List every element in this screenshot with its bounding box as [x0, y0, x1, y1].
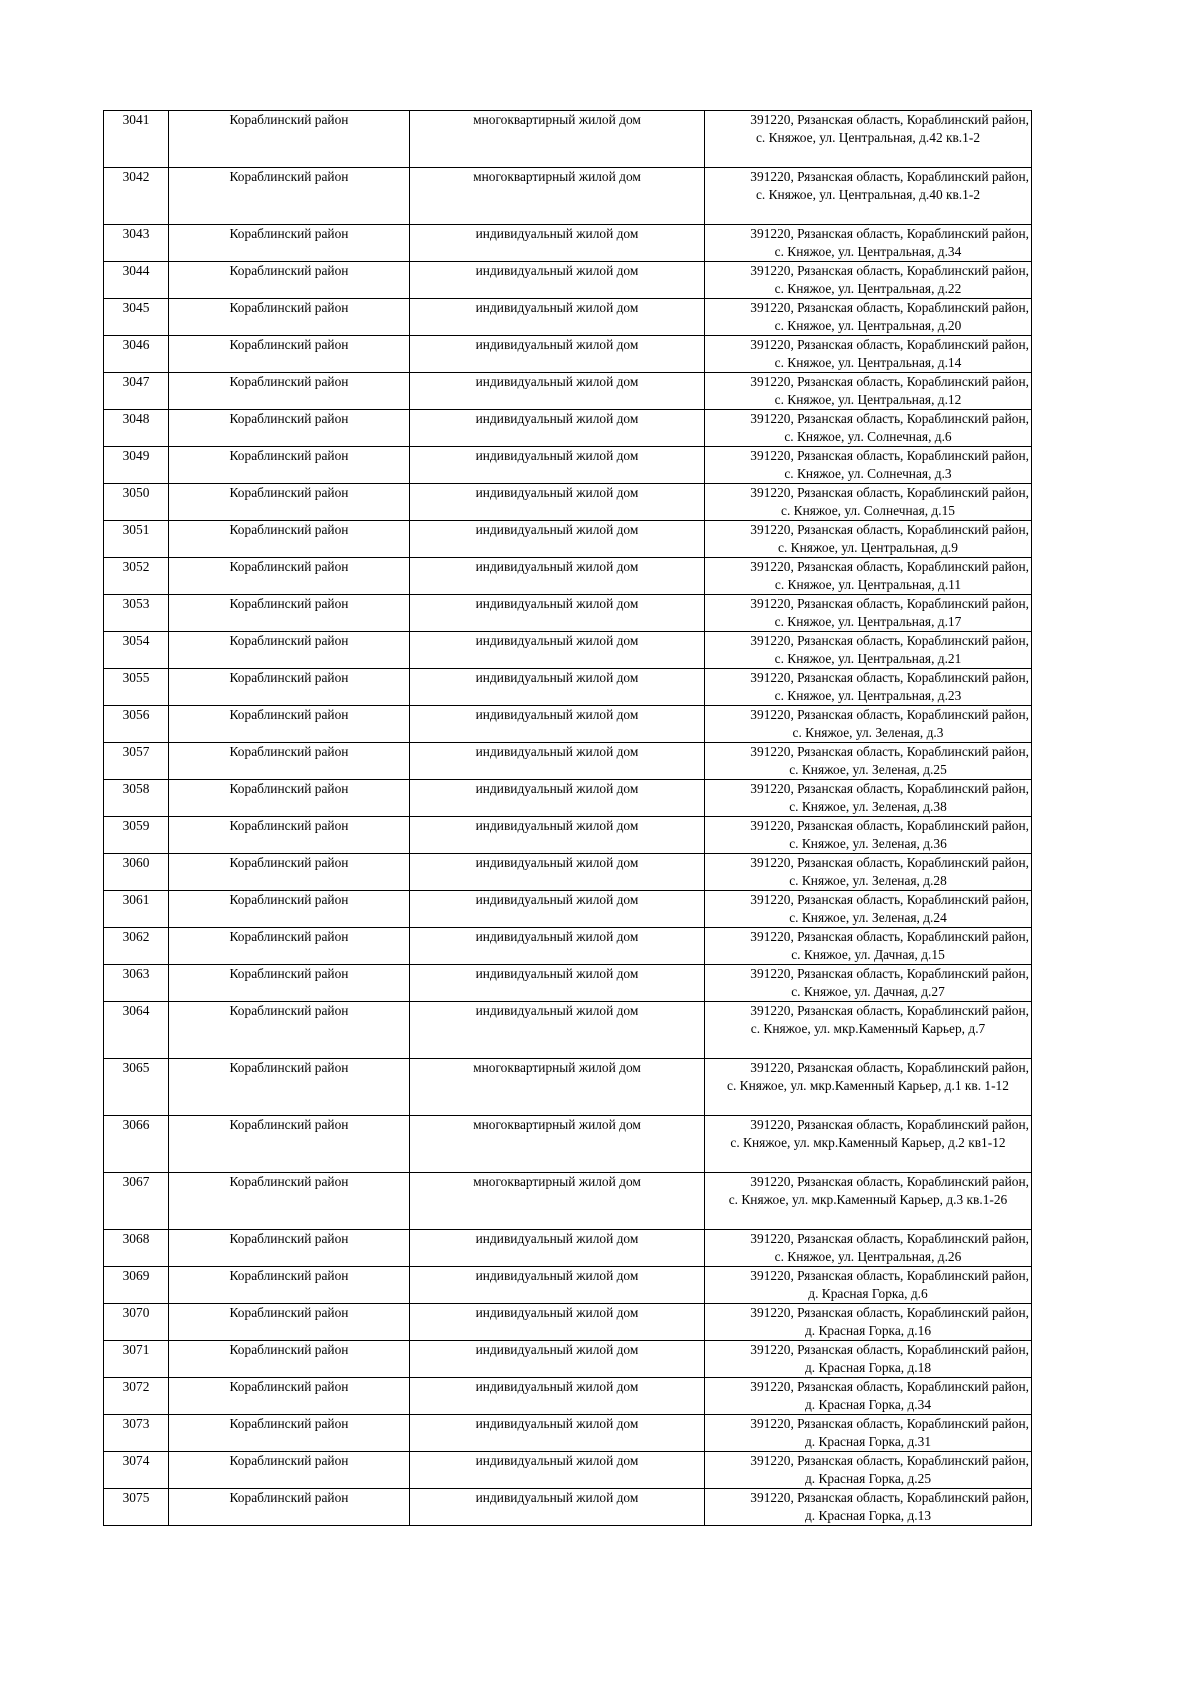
address-line-region: 391220, Рязанская область, Кораблинский район, [750, 1305, 1029, 1320]
row-number-cell: 3053 [104, 595, 169, 632]
address-cell [705, 1415, 1032, 1452]
row-number-cell: 3061 [104, 891, 169, 928]
address-cell [705, 373, 1032, 410]
table-row [104, 817, 1032, 854]
table-row [104, 1267, 1032, 1304]
address-line-street: с. Княжое, ул. Центральная, д.12 [774, 392, 962, 407]
district-cell: Кораблинский район [169, 632, 410, 669]
address-cell [705, 632, 1032, 669]
table-row [104, 743, 1032, 780]
address-line-region: 391220, Рязанская область, Кораблинский район, [750, 1342, 1029, 1357]
building-type-cell: индивидуальный жилой дом [410, 484, 705, 521]
address-line-region: 391220, Рязанская область, Кораблинский район, [750, 263, 1029, 278]
district-cell: Кораблинский район [169, 965, 410, 1002]
district-cell: Кораблинский район [169, 410, 410, 447]
table-row [104, 410, 1032, 447]
building-type-cell: индивидуальный жилой дом [410, 1452, 705, 1489]
district-cell: Кораблинский район [169, 854, 410, 891]
table-row [104, 854, 1032, 891]
district-cell: Кораблинский район [169, 1452, 410, 1489]
table-row [104, 1378, 1032, 1415]
building-type-cell: индивидуальный жилой дом [410, 1267, 705, 1304]
building-type-cell: индивидуальный жилой дом [410, 1489, 705, 1526]
address-line-street: с. Княжое, ул. Зеленая, д.28 [789, 873, 947, 888]
row-number-cell: 3041 [104, 111, 169, 168]
address-line-street: с. Княжое, ул. мкр.Каменный Карьер, д.2 кв1-12 [730, 1135, 1006, 1150]
district-cell: Кораблинский район [169, 1489, 410, 1526]
address-line-street: д. Красная Горка, д.25 [804, 1471, 932, 1486]
building-type-cell: индивидуальный жилой дом [410, 299, 705, 336]
address-cell [705, 965, 1032, 1002]
address-cell [705, 225, 1032, 262]
address-cell [705, 1489, 1032, 1526]
address-cell [705, 111, 1032, 168]
building-type-cell: индивидуальный жилой дом [410, 817, 705, 854]
building-type-cell: индивидуальный жилой дом [410, 595, 705, 632]
district-cell: Кораблинский район [169, 891, 410, 928]
address-cell [705, 1173, 1032, 1230]
address-line-street: с. Княжое, ул. Центральная, д.14 [774, 355, 962, 370]
address-line-street: с. Княжое, ул. Зеленая, д.38 [789, 799, 947, 814]
address-line-street: с. Княжое, ул. Дачная, д.15 [791, 947, 945, 962]
row-number-cell: 3064 [104, 1002, 169, 1059]
address-line-street: с. Княжое, ул. мкр.Каменный Карьер, д.1 кв. 1-12 [727, 1078, 1009, 1093]
row-number-cell: 3047 [104, 373, 169, 410]
row-number-cell: 3075 [104, 1489, 169, 1526]
district-cell: Кораблинский район [169, 521, 410, 558]
district-cell: Кораблинский район [169, 1415, 410, 1452]
row-number-cell: 3056 [104, 706, 169, 743]
row-number-cell: 3063 [104, 965, 169, 1002]
district-cell: Кораблинский район [169, 336, 410, 373]
table-row [104, 632, 1032, 669]
address-cell [705, 1116, 1032, 1173]
address-line-region: 391220, Рязанская область, Кораблинский район, [750, 300, 1029, 315]
district-cell: Кораблинский район [169, 1378, 410, 1415]
address-line-region: 391220, Рязанская область, Кораблинский район, [750, 448, 1029, 463]
district-cell: Кораблинский район [169, 780, 410, 817]
address-line-region: 391220, Рязанская область, Кораблинский район, [750, 1003, 1029, 1018]
district-cell: Кораблинский район [169, 299, 410, 336]
address-line-region: 391220, Рязанская область, Кораблинский район, [750, 1490, 1029, 1505]
table-row [104, 373, 1032, 410]
address-line-region: 391220, Рязанская область, Кораблинский район, [750, 485, 1029, 500]
building-type-cell: индивидуальный жилой дом [410, 1378, 705, 1415]
district-cell: Кораблинский район [169, 706, 410, 743]
address-cell [705, 521, 1032, 558]
address-cell [705, 262, 1032, 299]
district-cell: Кораблинский район [169, 262, 410, 299]
table-body [104, 111, 1032, 1526]
row-number-cell: 3054 [104, 632, 169, 669]
building-type-cell: индивидуальный жилой дом [410, 1002, 705, 1059]
table-row [104, 225, 1032, 262]
building-type-cell: индивидуальный жилой дом [410, 1230, 705, 1267]
address-line-street: д. Красная Горка, д.16 [804, 1323, 932, 1338]
district-cell: Кораблинский район [169, 1173, 410, 1230]
table-row [104, 706, 1032, 743]
address-line-region: 391220, Рязанская область, Кораблинский район, [750, 1117, 1029, 1132]
row-number-cell: 3055 [104, 669, 169, 706]
district-cell: Кораблинский район [169, 168, 410, 225]
table-row [104, 299, 1032, 336]
table-row [104, 521, 1032, 558]
row-number-cell: 3045 [104, 299, 169, 336]
address-line-region: 391220, Рязанская область, Кораблинский район, [750, 966, 1029, 981]
address-line-region: 391220, Рязанская область, Кораблинский район, [750, 633, 1029, 648]
row-number-cell: 3051 [104, 521, 169, 558]
district-cell: Кораблинский район [169, 669, 410, 706]
address-line-street: с. Княжое, ул. Зеленая, д.3 [792, 725, 944, 740]
building-type-cell: индивидуальный жилой дом [410, 632, 705, 669]
address-line-region: 391220, Рязанская область, Кораблинский район, [750, 522, 1029, 537]
row-number-cell: 3066 [104, 1116, 169, 1173]
building-type-cell: индивидуальный жилой дом [410, 854, 705, 891]
table-row [104, 111, 1032, 168]
address-line-region: 391220, Рязанская область, Кораблинский район, [750, 818, 1029, 833]
building-type-cell: индивидуальный жилой дом [410, 558, 705, 595]
address-line-street: с. Княжое, ул. Центральная, д.42 кв.1-2 [755, 130, 981, 145]
district-cell: Кораблинский район [169, 373, 410, 410]
address-cell [705, 410, 1032, 447]
address-line-street: с. Княжое, ул. Центральная, д.23 [774, 688, 962, 703]
address-line-region: 391220, Рязанская область, Кораблинский район, [750, 559, 1029, 574]
row-number-cell: 3042 [104, 168, 169, 225]
building-type-cell: многоквартирный жилой дом [410, 1116, 705, 1173]
address-line-street: с. Княжое, ул. Зеленая, д.36 [789, 836, 947, 851]
address-cell [705, 817, 1032, 854]
row-number-cell: 3068 [104, 1230, 169, 1267]
row-number-cell: 3071 [104, 1341, 169, 1378]
address-line-street: с. Княжое, ул. Зеленая, д.24 [789, 910, 947, 925]
address-cell [705, 336, 1032, 373]
table-row [104, 891, 1032, 928]
address-cell [705, 1304, 1032, 1341]
address-line-region: 391220, Рязанская область, Кораблинский район, [750, 744, 1029, 759]
address-line-region: 391220, Рязанская область, Кораблинский район, [750, 1416, 1029, 1431]
address-line-street: с. Княжое, ул. Центральная, д.26 [774, 1249, 962, 1264]
row-number-cell: 3069 [104, 1267, 169, 1304]
building-type-cell: индивидуальный жилой дом [410, 891, 705, 928]
table-row [104, 965, 1032, 1002]
row-number-cell: 3070 [104, 1304, 169, 1341]
address-line-street: с. Княжое, ул. Центральная, д.40 кв.1-2 [755, 187, 981, 202]
table-row [104, 1415, 1032, 1452]
district-cell: Кораблинский район [169, 484, 410, 521]
row-number-cell: 3065 [104, 1059, 169, 1116]
table-row [104, 1304, 1032, 1341]
building-type-cell: индивидуальный жилой дом [410, 706, 705, 743]
address-line-street: д. Красная Горка, д.6 [808, 1286, 928, 1301]
building-type-cell: индивидуальный жилой дом [410, 1415, 705, 1452]
address-line-street: с. Княжое, ул. Зеленая, д.25 [789, 762, 947, 777]
table-row [104, 1341, 1032, 1378]
table-row [104, 928, 1032, 965]
address-cell [705, 447, 1032, 484]
row-number-cell: 3073 [104, 1415, 169, 1452]
table-row [104, 447, 1032, 484]
address-cell [705, 1059, 1032, 1116]
address-line-street: д. Красная Горка, д.31 [804, 1434, 932, 1449]
address-cell [705, 780, 1032, 817]
building-type-cell: индивидуальный жилой дом [410, 1304, 705, 1341]
district-cell: Кораблинский район [169, 928, 410, 965]
address-line-street: с. Княжое, ул. Центральная, д.17 [774, 614, 962, 629]
row-number-cell: 3049 [104, 447, 169, 484]
address-line-region: 391220, Рязанская область, Кораблинский район, [750, 596, 1029, 611]
table-row [104, 336, 1032, 373]
address-cell [705, 1452, 1032, 1489]
address-cell [705, 854, 1032, 891]
building-type-cell: индивидуальный жилой дом [410, 410, 705, 447]
table-row [104, 1002, 1032, 1059]
address-cell [705, 891, 1032, 928]
district-cell: Кораблинский район [169, 558, 410, 595]
address-line-region: 391220, Рязанская область, Кораблинский район, [750, 929, 1029, 944]
address-line-street: с. Княжое, ул. Центральная, д.21 [774, 651, 962, 666]
address-line-street: с. Княжое, ул. Центральная, д.22 [774, 281, 962, 296]
housing-registry-table [103, 110, 1032, 1526]
building-type-cell: индивидуальный жилой дом [410, 965, 705, 1002]
district-cell: Кораблинский район [169, 1304, 410, 1341]
row-number-cell: 3059 [104, 817, 169, 854]
address-cell [705, 1341, 1032, 1378]
address-cell [705, 558, 1032, 595]
address-line-region: 391220, Рязанская область, Кораблинский район, [750, 374, 1029, 389]
table-row [104, 669, 1032, 706]
address-cell [705, 928, 1032, 965]
address-cell [705, 1267, 1032, 1304]
district-cell: Кораблинский район [169, 111, 410, 168]
row-number-cell: 3048 [104, 410, 169, 447]
address-line-street: с. Княжое, ул. Центральная, д.9 [778, 540, 958, 555]
address-line-region: 391220, Рязанская область, Кораблинский район, [750, 892, 1029, 907]
address-line-street: с. Княжое, ул. мкр.Каменный Карьер, д.3 кв.1-26 [728, 1192, 1008, 1207]
address-line-street: д. Красная Горка, д.18 [804, 1360, 932, 1375]
address-cell [705, 595, 1032, 632]
building-type-cell: индивидуальный жилой дом [410, 669, 705, 706]
table-row [104, 595, 1032, 632]
district-cell: Кораблинский район [169, 595, 410, 632]
building-type-cell: многоквартирный жилой дом [410, 168, 705, 225]
address-line-region: 391220, Рязанская область, Кораблинский район, [750, 855, 1029, 870]
address-line-street: с. Княжое, ул. Солнечная, д.15 [781, 503, 955, 518]
address-line-region: 391220, Рязанская область, Кораблинский район, [750, 1379, 1029, 1394]
building-type-cell: многоквартирный жилой дом [410, 1173, 705, 1230]
building-type-cell: индивидуальный жилой дом [410, 447, 705, 484]
district-cell: Кораблинский район [169, 1267, 410, 1304]
building-type-cell: индивидуальный жилой дом [410, 373, 705, 410]
address-cell [705, 1002, 1032, 1059]
address-line-region: 391220, Рязанская область, Кораблинский район, [750, 411, 1029, 426]
building-type-cell: индивидуальный жилой дом [410, 928, 705, 965]
address-line-region: 391220, Рязанская область, Кораблинский район, [750, 1174, 1029, 1189]
row-number-cell: 3072 [104, 1378, 169, 1415]
building-type-cell: индивидуальный жилой дом [410, 780, 705, 817]
building-type-cell: индивидуальный жилой дом [410, 743, 705, 780]
address-line-street: с. Княжое, ул. Солнечная, д.3 [784, 466, 952, 481]
district-cell: Кораблинский район [169, 1116, 410, 1173]
address-line-region: 391220, Рязанская область, Кораблинский район, [750, 1268, 1029, 1283]
building-type-cell: индивидуальный жилой дом [410, 336, 705, 373]
row-number-cell: 3060 [104, 854, 169, 891]
row-number-cell: 3050 [104, 484, 169, 521]
district-cell: Кораблинский район [169, 1341, 410, 1378]
district-cell: Кораблинский район [169, 1002, 410, 1059]
address-line-street: д. Красная Горка, д.13 [804, 1508, 932, 1523]
building-type-cell: индивидуальный жилой дом [410, 262, 705, 299]
address-line-street: с. Княжое, ул. Центральная, д.11 [774, 577, 962, 592]
district-cell: Кораблинский район [169, 743, 410, 780]
table-row [104, 1059, 1032, 1116]
address-line-street: с. Княжое, ул. Солнечная, д.6 [784, 429, 952, 444]
row-number-cell: 3062 [104, 928, 169, 965]
address-line-region: 391220, Рязанская область, Кораблинский район, [750, 707, 1029, 722]
table-row [104, 1489, 1032, 1526]
table-row [104, 1116, 1032, 1173]
address-cell [705, 706, 1032, 743]
district-cell: Кораблинский район [169, 1059, 410, 1116]
address-line-region: 391220, Рязанская область, Кораблинский район, [750, 337, 1029, 352]
building-type-cell: индивидуальный жилой дом [410, 521, 705, 558]
table-row [104, 1452, 1032, 1489]
table-row [104, 1173, 1032, 1230]
address-line-region: 391220, Рязанская область, Кораблинский район, [750, 1453, 1029, 1468]
district-cell: Кораблинский район [169, 1230, 410, 1267]
address-line-street: д. Красная Горка, д.34 [804, 1397, 932, 1412]
table-row [104, 558, 1032, 595]
table-row [104, 780, 1032, 817]
address-line-region: 391220, Рязанская область, Кораблинский район, [750, 1231, 1029, 1246]
table-row [104, 168, 1032, 225]
address-cell [705, 168, 1032, 225]
address-cell [705, 299, 1032, 336]
row-number-cell: 3044 [104, 262, 169, 299]
row-number-cell: 3074 [104, 1452, 169, 1489]
building-type-cell: индивидуальный жилой дом [410, 225, 705, 262]
address-line-street: с. Княжое, ул. Дачная, д.27 [791, 984, 945, 999]
row-number-cell: 3043 [104, 225, 169, 262]
table-row [104, 484, 1032, 521]
row-number-cell: 3046 [104, 336, 169, 373]
address-line-region: 391220, Рязанская область, Кораблинский район, [750, 1060, 1029, 1075]
district-cell: Кораблинский район [169, 447, 410, 484]
address-cell [705, 743, 1032, 780]
address-line-street: с. Княжое, ул. Центральная, д.34 [774, 244, 962, 259]
row-number-cell: 3052 [104, 558, 169, 595]
address-line-region: 391220, Рязанская область, Кораблинский район, [750, 169, 1029, 184]
address-line-region: 391220, Рязанская область, Кораблинский район, [750, 781, 1029, 796]
row-number-cell: 3057 [104, 743, 169, 780]
address-cell [705, 1230, 1032, 1267]
address-line-street: с. Княжое, ул. мкр.Каменный Карьер, д.7 [750, 1021, 986, 1036]
address-line-region: 391220, Рязанская область, Кораблинский район, [750, 112, 1029, 127]
address-line-region: 391220, Рязанская область, Кораблинский район, [750, 226, 1029, 241]
address-cell [705, 484, 1032, 521]
address-cell [705, 1378, 1032, 1415]
row-number-cell: 3058 [104, 780, 169, 817]
table-row [104, 262, 1032, 299]
building-type-cell: индивидуальный жилой дом [410, 1341, 705, 1378]
building-type-cell: многоквартирный жилой дом [410, 1059, 705, 1116]
address-line-street: с. Княжое, ул. Центральная, д.20 [774, 318, 962, 333]
table-row [104, 1230, 1032, 1267]
building-type-cell: многоквартирный жилой дом [410, 111, 705, 168]
row-number-cell: 3067 [104, 1173, 169, 1230]
address-cell [705, 669, 1032, 706]
district-cell: Кораблинский район [169, 225, 410, 262]
district-cell: Кораблинский район [169, 817, 410, 854]
address-line-region: 391220, Рязанская область, Кораблинский район, [750, 670, 1029, 685]
